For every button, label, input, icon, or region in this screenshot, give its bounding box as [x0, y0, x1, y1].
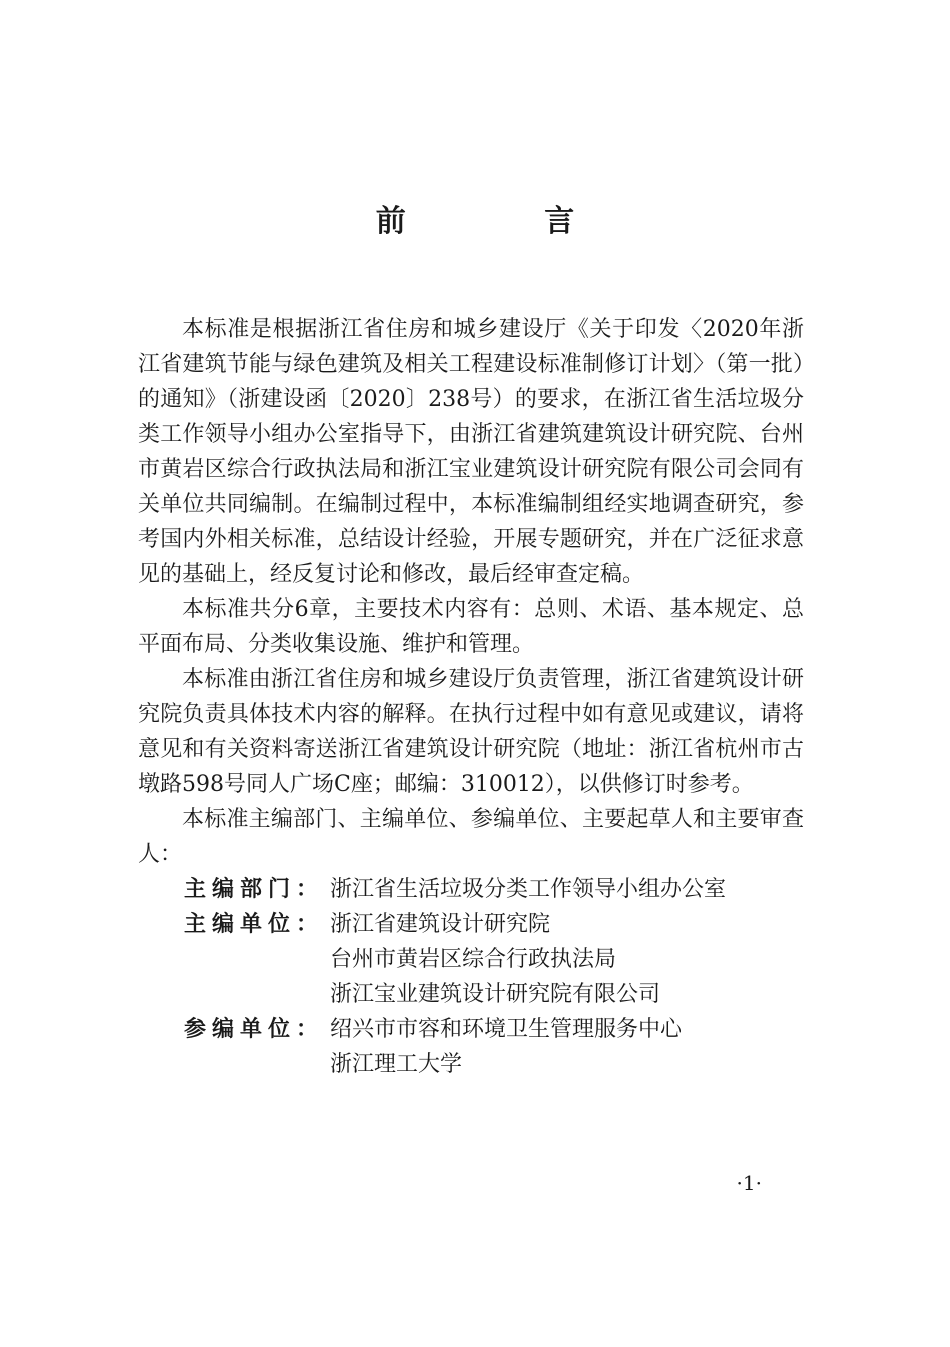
preface-body	[138, 312, 804, 1082]
participating-unit-item: 浙江理工大学	[330, 1052, 463, 1077]
chief-units-label: 主编单位：	[184, 912, 325, 937]
chief-unit-item: 浙江省建筑设计研究院	[330, 912, 551, 937]
page-number: ·1·	[736, 1171, 762, 1195]
participating-units-values	[330, 1012, 682, 1082]
paragraph-contents: 本标准共分6章，主要技术内容有：总则、术语、基本规定、总平面布局、分类收集设施、维护和管理。	[138, 597, 804, 657]
chief-units-values	[330, 907, 660, 1012]
chief-department-row	[138, 872, 804, 907]
chief-units-row	[138, 907, 804, 1012]
paragraph-units-intro: 本标准主编部门、主编单位、参编单位、主要起草人和主要审查人：	[138, 807, 804, 867]
participating-units-row	[138, 1012, 804, 1082]
chief-unit-item: 台州市黄岩区综合行政执法局	[330, 947, 617, 972]
units-list	[138, 872, 804, 1082]
participating-unit-item: 绍兴市市容和环境卫生管理服务中心	[330, 1017, 683, 1042]
chief-department-value: 浙江省生活垃圾分类工作领导小组办公室	[330, 877, 727, 902]
page-title: 前 言	[375, 204, 639, 239]
participating-units-label: 参编单位：	[184, 1017, 325, 1042]
chief-department-values	[330, 872, 726, 907]
chief-unit-item: 浙江宝业建筑设计研究院有限公司	[330, 982, 661, 1007]
paragraph-management: 本标准由浙江省住房和城乡建设厅负责管理，浙江省建筑设计研究院负责具体技术内容的解释。在执行过程中如有意见或建议，请将意见和有关资料寄送浙江省建筑设计研究院（地址：浙江省杭州市古墩路598号同人广场C座；邮编：310012），以供修订时参考。	[138, 667, 804, 797]
chief-department-label: 主编部门：	[184, 877, 325, 902]
paragraph-basis: 本标准是根据浙江省住房和城乡建设厅《关于印发〈2020年浙江省建筑节能与绿色建筑及相关工程建设标准制修订计划〉（第一批）的通知》（浙建设函〔2020〕238号）的要求，在浙江省生活垃圾分类工作领导小组办公室指导下，由浙江省建筑建筑设计研究院、台州市黄岩区综合行政执法局和浙江宝业建筑设计研究院有限公司会同有关单位共同编制。在编制过程中，本标准编制组经实地调查研究，参考国内外相关标准，总结设计经验，开展专题研究，并在广泛征求意见的基础上，经反复讨论和修改，最后经审查定稿。	[138, 317, 804, 587]
